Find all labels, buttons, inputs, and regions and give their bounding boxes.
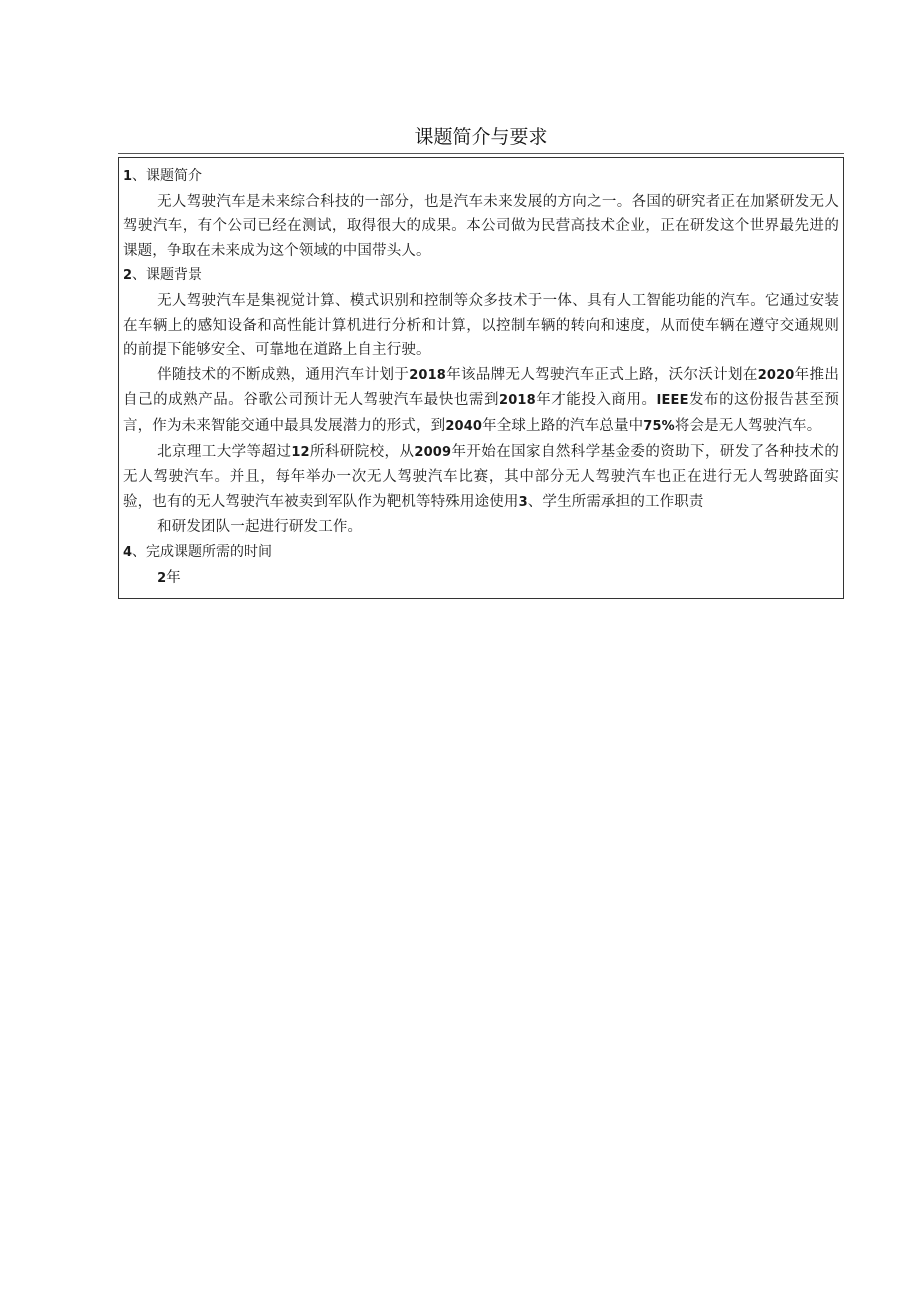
section-heading (123, 263, 839, 289)
paragraph-text: 无人驾驶汽车是未来综合科技的一部分，也是汽车未来发展的方向之一。各国的研究者正在加紧研发无人驾驶汽车，有个公司已经在测试，取得很大的成果。本公司做为民营高技术企业，正在研发这个世界最先进的课题，争取在未来成为这个领域的中国带头人。 (123, 193, 839, 259)
section-heading (123, 164, 839, 190)
paragraph-text: 年全球上路的汽车总量中 (482, 417, 644, 434)
paragraph (123, 289, 839, 363)
section-title: 、课题背景 (132, 267, 203, 284)
paragraph-text: 年该品牌无人驾驶汽车正式上路，沃尔沃计划在 (446, 366, 758, 383)
paragraph (123, 566, 839, 592)
paragraph-text: 伴随技术的不断成熟，通用汽车计划于 (157, 366, 410, 383)
title-underline (118, 153, 844, 154)
numeric-value: 2009 (414, 444, 452, 460)
paragraph (123, 515, 839, 540)
paragraph (123, 440, 839, 516)
numeric-value: 2018 (499, 393, 536, 409)
numeric-value: 2018 (409, 367, 447, 383)
paragraph-text: 年开始在国家自然科学基金委的资助下，研发了各种技术的无人驾驶汽车。并且，每年举办一次无人驾驶汽车比赛，其中部分无人驾驶汽车也正在进行无人驾驶路面实验，也有的无人驾驶汽车被卖到军队作为靶机等特殊用途使用 (123, 443, 839, 510)
section-title: 、课题简介 (132, 168, 203, 184)
numeric-value: 2 (157, 570, 167, 586)
paragraph-text: 北京理工大学等超过 (157, 443, 292, 460)
numeric-value: 75% (643, 418, 675, 434)
page-title: 课题简介与要求 (414, 126, 548, 148)
section-number: 4 (123, 544, 133, 560)
paragraph-text: 年才能投入商用。 (535, 392, 657, 409)
paragraph-text: 年 (166, 569, 181, 586)
section-title: 、完成课题所需的时间 (132, 543, 273, 560)
section-number: 1 (123, 169, 133, 184)
paragraph-text: 年推出自己的成熟产品。谷歌公司预计无人驾驶汽车最快也需到 (123, 366, 839, 409)
paragraph-text: 无人驾驶汽车是集视觉计算、模式识别和控制等众多技术于一体、具有人工智能功能的汽车。它通过安装在车辆上的感知设备和高性能计算机进行分析和计算，以控制车辆的转向和速度，从而使车辆在遵守交通规则的前提下能够安全、可靠地在道路上自主行驶。 (123, 292, 839, 359)
section-number: 2 (123, 268, 133, 284)
content-cell (119, 158, 843, 591)
numeric-value: IEEE (656, 393, 689, 409)
numeric-value: 2020 (757, 367, 795, 383)
paragraph-text: 和研发团队一起进行研发工作。 (157, 519, 363, 536)
paragraph (123, 190, 839, 264)
section-heading (123, 540, 839, 566)
paragraph-text: 发布的这份报告甚至预言，作为未来智能交通中最具发展潜力的形式，到 (123, 392, 840, 434)
numeric-value: 2040 (445, 418, 483, 434)
paragraph-text: 、学生所需承担的工作职责 (527, 493, 704, 510)
numeric-value: 12 (291, 444, 310, 460)
paragraph (123, 363, 839, 440)
paragraph-text: 将会是无人驾驶汽车。 (674, 417, 822, 434)
paragraph-text: 所科研院校，从 (309, 443, 415, 460)
content-table (118, 157, 844, 599)
numeric-value: 3 (518, 494, 528, 510)
